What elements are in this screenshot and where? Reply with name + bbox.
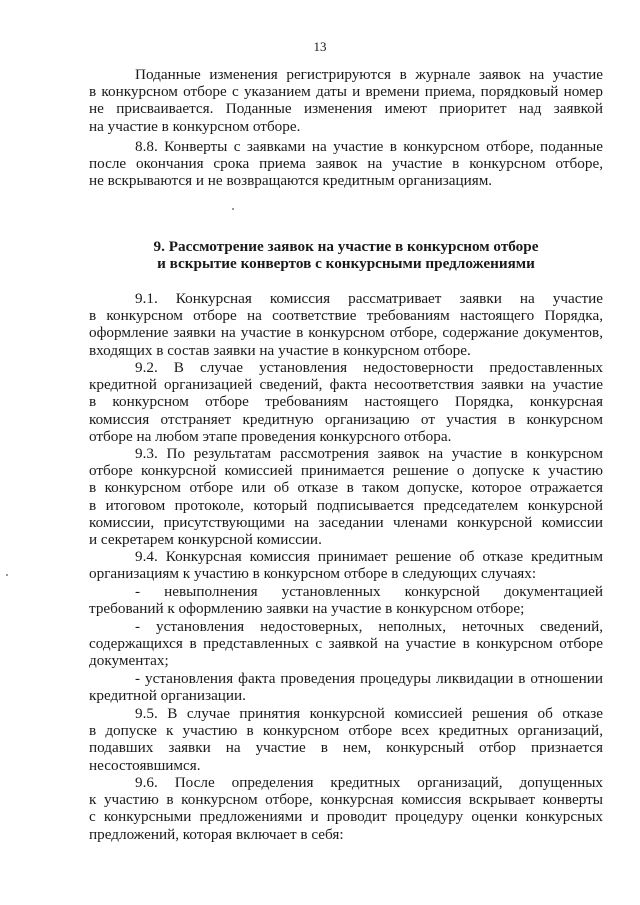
list-item-9-4-a	[89, 583, 603, 617]
text-line: в допуске к участию в конкурсном отборе всех кредитных организаций,	[89, 722, 603, 740]
text-line: 9.5. В случае принятия конкурсной комиссией решения об отказе	[135, 705, 603, 722]
paragraph-9-6	[89, 774, 603, 843]
text-line: в итоговом протоколе, который подписывается председателем конкурсной	[89, 496, 603, 514]
text-line: отборе конкурсной комиссией принимается решение о допуске к участию	[89, 462, 603, 480]
text-line: Поданные изменения регистрируются в журнале заявок на участие	[135, 66, 603, 83]
text-line: организациям к участию в конкурсном отборе в следующих случаях:	[89, 565, 537, 583]
text-line: - невыполнения установленных конкурсной документацией	[135, 583, 603, 600]
section-heading	[89, 238, 603, 272]
text-line: не присваивается. Поданные изменения имеют приоритет над заявкой	[89, 100, 603, 118]
section-heading-line-2: и вскрытие конвертов с конкурсными предложениями	[157, 255, 535, 273]
text-line: - установления факта проведения процедуры ликвидации в отношении	[135, 670, 603, 687]
text-line: 9.3. По результатам рассмотрения заявок на участие в конкурсном	[135, 445, 603, 462]
scan-mark	[6, 574, 8, 576]
paragraph-8-8	[89, 138, 603, 190]
text-line: 9.4. Конкурсная комиссия принимает решение об отказе кредитным	[135, 548, 603, 565]
list-item-9-4-b	[89, 618, 603, 670]
text-line: в конкурсном отборе на соответствие требованиям настоящего Порядка,	[89, 307, 603, 325]
text-line: в конкурсном отборе требованиям настоящего Порядка, конкурсная	[89, 393, 603, 411]
scan-speck	[232, 208, 234, 210]
text-line: содержащихся в представленных с заявкой на участие в конкурсном отборе	[89, 635, 603, 653]
section-heading-line-1: 9. Рассмотрение заявок на участие в конкурсном отборе	[153, 238, 539, 255]
text-line: в конкурсном отборе с указанием даты и времени приема, порядковый номер	[89, 83, 603, 101]
text-line: кредитной организацией сведений, факта несоответствия заявки на участие	[89, 376, 603, 394]
paragraph-9-5	[89, 705, 603, 774]
text-line: в конкурсном отборе или об отказе в таком допуске, которое отражается	[89, 479, 603, 497]
text-line: 9.1. Конкурсная комиссия рассматривает заявки на участие	[135, 290, 603, 307]
paragraph-9-1	[89, 290, 603, 359]
text-line: на участие в конкурсном отборе.	[89, 117, 301, 135]
text-line: 9.2. В случае установления недостоверности предоставленных	[135, 359, 603, 376]
text-line: после окончания срока приема заявок на участие в конкурсном отборе,	[89, 155, 603, 173]
paragraph-9-4	[89, 548, 603, 582]
paragraph-9-3	[89, 445, 603, 548]
text-line: подавших заявки на участие в нем, конкурсный отбор признается	[89, 739, 603, 757]
paragraph-intro	[89, 66, 603, 135]
text-line: с конкурсными предложениями и проводит процедуру оценки конкурсных	[89, 808, 603, 826]
text-line: к участию в конкурсном отборе, конкурсная комиссия вскрывает конверты	[89, 791, 603, 809]
text-line: несостоявшимся.	[89, 756, 201, 774]
text-line: 9.6. После определения кредитных организаций, допущенных	[135, 774, 603, 791]
text-line: - установления недостоверных, неполных, неточных сведений,	[135, 618, 603, 635]
text-line: отборе на любом этапе проведения конкурсного отбора.	[89, 427, 452, 445]
text-line: не вскрываются и не возвращаются кредитным организациям.	[89, 172, 493, 190]
text-line: входящих в состав заявки на участие в конкурсном отборе.	[89, 341, 471, 359]
text-line: и секретарем конкурсной комиссии.	[89, 531, 322, 549]
text-line: документах;	[89, 652, 169, 670]
page-number: 13	[313, 39, 327, 54]
paragraph-9-2	[89, 359, 603, 445]
text-line: предложений, которая включает в себя:	[89, 825, 344, 843]
text-line: комиссии, присутствующими на заседании членами конкурсной комиссии	[89, 513, 603, 531]
text-line: 8.8. Конверты с заявками на участие в конкурсном отборе, поданные	[135, 138, 603, 155]
list-item-9-4-c	[89, 670, 603, 704]
text-line: комиссия отстраняет кредитную организацию от участия в конкурсном	[89, 410, 603, 428]
text-line: кредитной организации.	[89, 687, 246, 705]
text-line: требований к оформлению заявки на участие в конкурсном отборе;	[89, 600, 525, 618]
text-line: оформление заявки на участие в конкурсном отборе, содержание документов,	[89, 324, 603, 342]
